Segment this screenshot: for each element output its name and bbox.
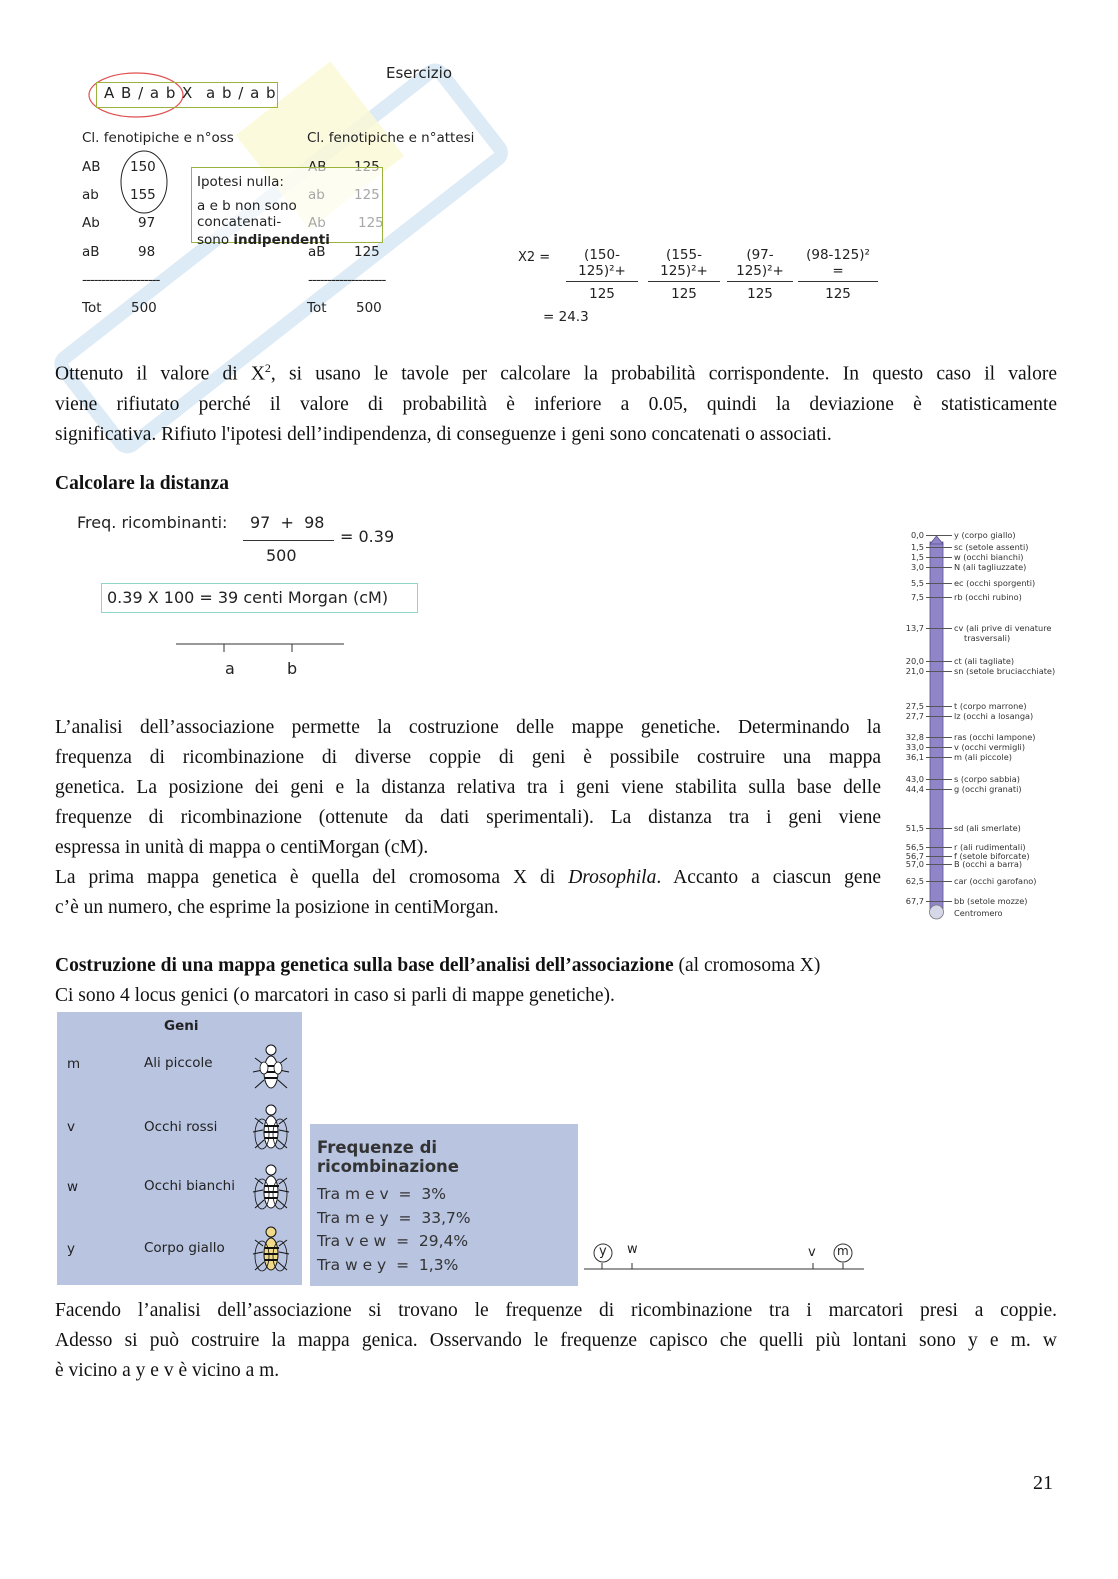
locus-position: 32,8: [905, 732, 924, 742]
paragraph-line: Adesso si può costruire la mappa genica. Osservando le frequenze capisco che quelli più lontani sono y e m. w: [55, 1330, 1057, 1351]
locus-position: 1,5: [910, 542, 924, 552]
locus-label: bb (setole mozze): [954, 896, 1028, 906]
tot-label-expected: Tot: [307, 300, 327, 316]
freq-numerator: 97 + 98: [250, 513, 325, 532]
locus-label: Centromero: [954, 908, 1003, 918]
locus-label: y (corpo giallo): [954, 530, 1016, 540]
construction-heading-bold: Costruzione di una mappa genetica sulla base dell’analisi dell’associazione: [55, 955, 674, 976]
locus-tick: [926, 856, 952, 857]
gene-b-label: b: [287, 659, 298, 678]
locus-label: ct (ali tagliate): [954, 656, 1015, 666]
chromosome-locus: [898, 896, 1058, 907]
locus-label: car (occhi garofano): [954, 876, 1037, 886]
locus-tick: [926, 597, 952, 598]
paragraph-line: Ottenuto il valore di $X^2$, si usano le tavole per calcolare la probabilità corrispondente. In questo caso il valore: [55, 361, 1057, 385]
paragraph-line: è vicino a y e v è vicino a m.: [55, 1360, 280, 1381]
gene-map-label-w: w: [627, 1242, 638, 1257]
obs-row-value: 98: [138, 244, 156, 260]
locus-label: rb (occhi rubino): [954, 592, 1022, 602]
exp-row-label: aB: [308, 244, 326, 260]
chromosome-locus: [898, 592, 1058, 603]
chromosome-locus: [898, 859, 1058, 870]
chromosome-locus: [898, 876, 1058, 887]
paragraph-line: L’analisi dell’associazione permette la costruzione delle mappe genetiche. Determinando la: [55, 717, 881, 738]
locus-position: 0,0: [910, 530, 924, 540]
freq-result: = 0.39: [340, 527, 395, 546]
chromosome-locus: [898, 823, 1058, 834]
locus-tick: [926, 881, 952, 882]
gene-symbol: y: [67, 1241, 75, 1257]
cross-x: X: [182, 84, 193, 102]
null-hypothesis-box: [191, 167, 383, 248]
locus-tick: [926, 661, 952, 662]
locus-label: sc (setole assenti): [954, 542, 1029, 552]
recombination-row: Tra w e y = 1,3%: [317, 1256, 459, 1274]
locus-tick: [926, 779, 952, 780]
paragraph-line: La prima mappa genetica è quella del cromosoma X di Drosophila. Accanto a ciascun gene: [55, 867, 881, 888]
locus-tick: [926, 557, 952, 558]
locus-label: sn (setole bruciacchiate): [954, 666, 1056, 676]
fly-small-wings-icon: [249, 1040, 293, 1094]
recombination-panel: [310, 1124, 578, 1286]
paragraph-line: c’è un numero, che esprime la posizione in centiMorgan.: [55, 897, 499, 918]
gene-map-label-m: m: [837, 1244, 849, 1258]
chi-result: = 24.3: [543, 309, 589, 325]
chromosome-locus: [898, 578, 1058, 589]
fly-yellow-body-icon: [249, 1222, 293, 1276]
paragraph-line: genetica. La posizione dei geni e la distanza relativa tra i geni viene stabilita sulla base delle: [55, 777, 881, 798]
locus-position: 5,5: [910, 578, 924, 588]
gene-map-line: [580, 1236, 870, 1280]
fraction-bar: [243, 540, 334, 541]
locus-position: 44,4: [905, 784, 924, 794]
paragraph-chi-square: [55, 353, 1057, 450]
distance-line: [170, 635, 350, 655]
expected-header: Cl. fenotipiche e n°attesi: [307, 130, 475, 146]
chi-term-4: $\frac{\text{(98-125)² =}}{125}$: [798, 247, 878, 302]
obs-row-value: 97: [138, 215, 156, 231]
gene-a-label: a: [225, 659, 235, 678]
paragraph-line: frequenza di ricombinazione di diverse coppie di geni è possibile costruire una mappa: [55, 747, 881, 768]
locus-position: 56,7: [905, 851, 924, 861]
locus-label: f (setole biforcate): [954, 851, 1030, 861]
locus-label: cv (ali prive di venature: [954, 623, 1052, 633]
locus-tick: [926, 706, 952, 707]
gene-symbol: v: [67, 1119, 75, 1135]
locus-tick: [926, 535, 952, 536]
null-hypothesis-bold: indipendenti: [233, 232, 330, 248]
null-hypothesis-title: Ipotesi nulla:: [197, 174, 284, 190]
locus-tick: [926, 671, 952, 672]
paragraph-maps: [55, 713, 881, 923]
paragraph-line: Facendo l’analisi dell’associazione si trovano le frequenze di ricombinazione tra i marcatori presi a coppie.: [55, 1300, 1057, 1321]
locus-tick: [926, 847, 952, 848]
locus-position: 21,0: [905, 666, 924, 676]
page-number: 21: [1033, 1472, 1053, 1494]
locus-label: m (ali piccole): [954, 752, 1012, 762]
locus-label: N (ali tagliuzzate): [954, 562, 1027, 572]
chi-label: X2 =: [518, 250, 551, 265]
cross-parent2: a b / a b: [206, 84, 277, 102]
locus-position: 27,7: [905, 711, 924, 721]
gene-map-label-v: v: [808, 1245, 816, 1260]
locus-position: 57,0: [905, 859, 924, 869]
freq-label: Freq. ricombinanti:: [77, 513, 228, 532]
null-hypothesis-line1: a e b non sono concatenati-: [197, 198, 297, 230]
cross-parent1: A B / a b: [104, 84, 177, 102]
locus-position: 36,1: [905, 752, 924, 762]
obs-row-value: 155: [130, 187, 156, 203]
locus-label: sd (ali smerlate): [954, 823, 1021, 833]
obs-row-label: Ab: [82, 215, 100, 231]
chi-term-2: $\frac{\text{(155-125)²+}}{125}$: [648, 247, 720, 302]
gene-name: Corpo giallo: [144, 1240, 225, 1256]
gene-symbol: w: [67, 1179, 79, 1195]
recombination-row: Tra m e v = 3%: [317, 1185, 446, 1203]
locus-tick: [926, 747, 952, 748]
fly-red-eyes-icon: [249, 1100, 293, 1154]
chromosome-locus: [898, 752, 1058, 763]
chromosome-locus: [898, 633, 1058, 644]
gene-map-label-y: y: [599, 1244, 607, 1259]
locus-position: 13,7: [905, 623, 924, 633]
locus-position: 1,5: [910, 552, 924, 562]
gene-name: Occhi bianchi: [144, 1178, 235, 1194]
paragraph-line: significativa. Rifiuto l'ipotesi dell’indipendenza, di conseguenze i geni sono concatenati o associati.: [55, 423, 832, 445]
locus-position: 62,5: [905, 876, 924, 886]
exercise-figure: [0, 0, 1118, 340]
recombination-title: Frequenze di ricombinazione: [317, 1138, 459, 1176]
locus-position: 56,5: [905, 842, 924, 852]
locus-label: v (occhi vermigli): [954, 742, 1026, 752]
gene-name: Occhi rossi: [144, 1119, 218, 1135]
paragraph-analysis: [55, 1296, 1057, 1386]
tot-label-observed: Tot: [82, 300, 102, 316]
tot-value-expected: 500: [356, 300, 382, 316]
dashes-expected: --------------------: [308, 272, 386, 288]
distance-heading: Calcolare la distanza: [55, 473, 230, 494]
locus-tick: [926, 716, 952, 717]
distance-figure: [0, 500, 440, 690]
exercise-title: Esercizio: [386, 64, 452, 82]
locus-position: 7,5: [910, 592, 924, 602]
gene-symbol: m: [67, 1056, 81, 1072]
locus-tick: [926, 757, 952, 758]
paragraph-line: frequenze di ricombinazione (ottenute da dati sperimentali). La distanza tra i geni viene: [55, 807, 881, 828]
fly-white-eyes-icon: [249, 1160, 293, 1214]
locus-tick: [926, 583, 952, 584]
locus-label: ec (occhi sporgenti): [954, 578, 1036, 588]
construction-heading: [55, 951, 820, 981]
recombination-row: Tra v e w = 29,4%: [317, 1232, 469, 1250]
chromosome-locus: [898, 666, 1058, 677]
obs-row-label: aB: [82, 244, 100, 260]
dashes-observed: --------------------: [82, 272, 160, 288]
construction-subline: Ci sono 4 locus genici (o marcatori in caso si parli di mappe genetiche).: [55, 985, 615, 1006]
locus-tick: [926, 628, 952, 629]
paragraph-line: espressa in unità di mappa o centiMorgan (cM).: [55, 837, 429, 858]
paragraph-line: viene rifiutato perché il valore di probabilità è inferiore a 0.05, quindi la deviazione è statisticamente: [55, 393, 1057, 415]
chi-term-3: $\frac{\text{(97-125)²+}}{125}$: [727, 247, 793, 302]
locus-label: g (occhi granati): [954, 784, 1022, 794]
locus-tick: [926, 567, 952, 568]
genes-panel: [57, 1012, 302, 1285]
null-hypothesis-line2: [197, 232, 382, 248]
gene-map: [580, 1236, 870, 1280]
locus-label: w (occhi bianchi): [954, 552, 1024, 562]
locus-label: lz (occhi a losanga): [954, 711, 1034, 721]
locus-tick: [926, 828, 952, 829]
locus-position: 43,0: [905, 774, 924, 784]
locus-tick: [926, 547, 952, 548]
recombination-row: Tra m e y = 33,7%: [317, 1209, 471, 1227]
null-hypothesis-pre: sono: [197, 232, 234, 248]
locus-label: B (occhi a barra): [954, 859, 1023, 869]
observed-header: Cl. fenotipiche e n°oss: [82, 130, 234, 146]
chromosome-locus: [898, 562, 1058, 573]
locus-label: s (corpo sabbia): [954, 774, 1020, 784]
chi-term-1: $\frac{\text{(150-125)²+}}{125}$: [566, 247, 638, 302]
locus-label: trasversali): [964, 633, 1011, 643]
locus-tick: [926, 789, 952, 790]
locus-position: 51,5: [905, 823, 924, 833]
locus-position: 3,0: [910, 562, 924, 572]
tot-value-observed: 500: [131, 300, 157, 316]
locus-label: r (ali rudimentali): [954, 842, 1026, 852]
gene-name: Ali piccole: [144, 1055, 213, 1071]
obs-row-value: 150: [130, 159, 156, 175]
locus-position: 27,5: [905, 701, 924, 711]
genes-header: Geni: [164, 1018, 199, 1034]
locus-tick: [926, 737, 952, 738]
locus-label: ras (occhi lampone): [954, 732, 1036, 742]
locus-tick: [926, 901, 952, 902]
chromosome-locus: [898, 784, 1058, 795]
chromosome-locus: [898, 908, 1058, 919]
obs-row-label: AB: [82, 159, 101, 175]
locus-position: 67,7: [905, 896, 924, 906]
locus-label: t (corpo marrone): [954, 701, 1027, 711]
construction-heading-rest: (al cromosoma X): [673, 955, 821, 976]
locus-tick: [926, 864, 952, 865]
chromosome-map: [898, 526, 1058, 920]
locus-position: 33,0: [905, 742, 924, 752]
chromosome-locus: [898, 530, 1058, 541]
conversion-text: 0.39 X 100 = 39 centi Morgan (cM): [107, 588, 389, 607]
freq-denominator: 500: [266, 546, 297, 565]
obs-row-label: ab: [82, 187, 99, 203]
exp-row-value: 125: [354, 244, 380, 260]
chromosome-locus: [898, 711, 1058, 722]
locus-position: 20,0: [905, 656, 924, 666]
